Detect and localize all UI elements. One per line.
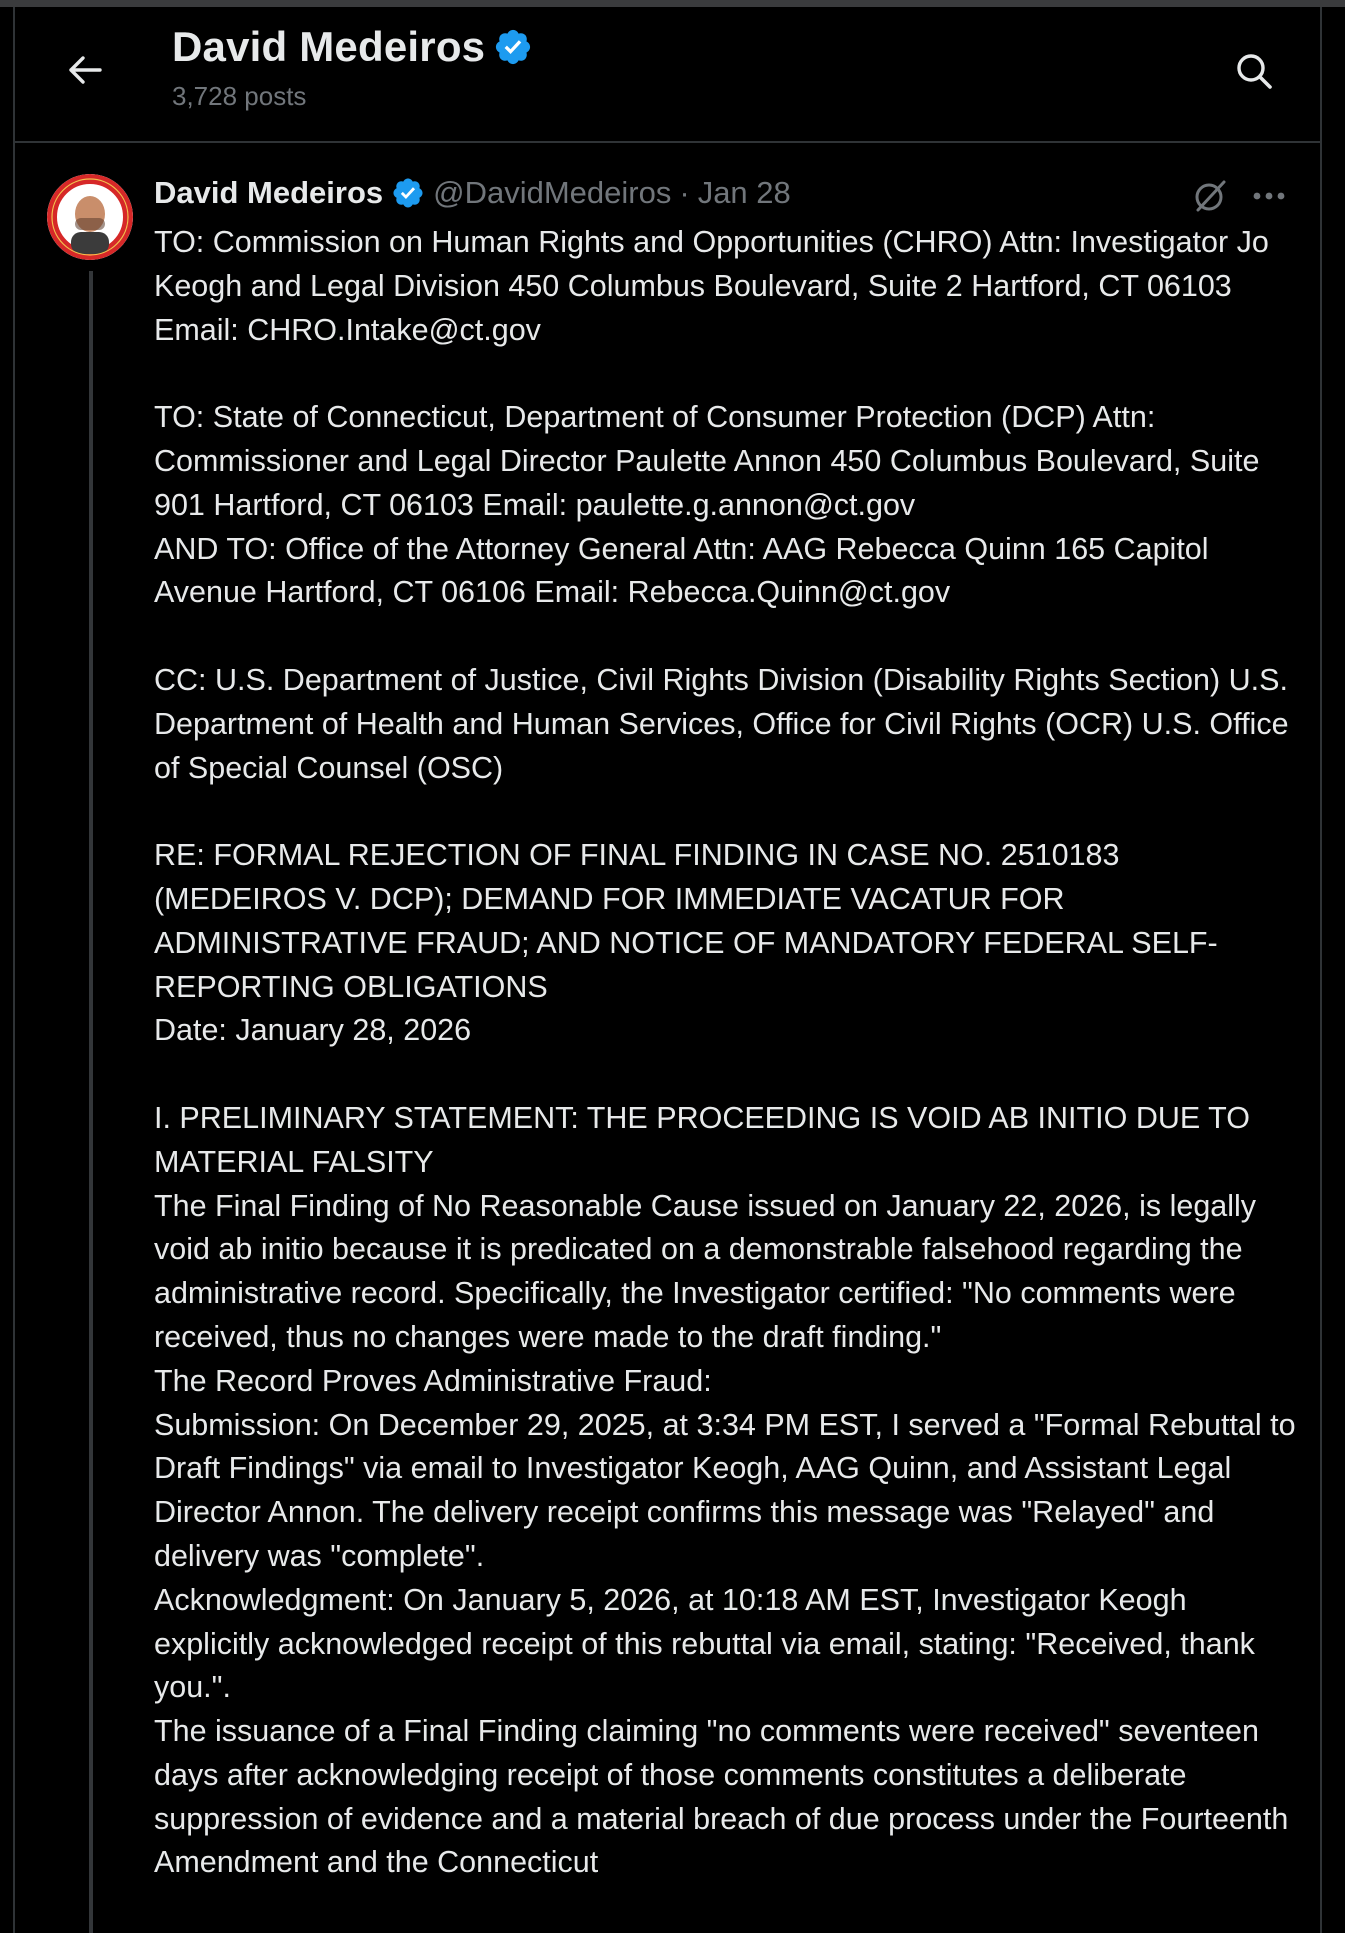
- post-line: CC: U.S. Department of Justice, Civil Rights Division (Disability Rights Section) U.S. Department of Health and Human Services, Office for Civil Rights (OCR) U.S. Office of Special Counsel (OSC): [154, 662, 1289, 785]
- post-date[interactable]: Jan 28: [697, 175, 791, 210]
- search-button[interactable]: [1224, 41, 1284, 101]
- post-line: TO: Commission on Human Rights and Opportunities (CHRO) Attn: Investigator Jo Keogh and Legal Division 450 Columbus Boulevard, Suite 2 Hartford, CT 06103 Email: CHRO.Intake@ct.gov: [154, 225, 1269, 347]
- grok-button[interactable]: [1187, 173, 1233, 219]
- verified-badge-icon: [391, 176, 425, 210]
- window-top-strip: [0, 0, 1345, 7]
- back-button[interactable]: [55, 45, 115, 95]
- post-header: [154, 175, 791, 211]
- post-text: [154, 221, 1299, 1885]
- post[interactable]: [15, 143, 1320, 1933]
- header-title: [172, 23, 533, 71]
- profile-name: David Medeiros: [172, 23, 486, 70]
- post-line: Submission: On December 29, 2025, at 3:34 PM EST, I served a "Formal Rebuttal to Draft Findings" via email to Investigator Keogh, AAG Quinn, and Assistant Legal Director Annon. The delivery receipt confirms this message was "Relayed" and delivery was "complete".: [154, 1407, 1296, 1573]
- verified-badge-icon: [493, 27, 533, 67]
- post-line: I. PRELIMINARY STATEMENT: THE PROCEEDING IS VOID AB INITIO DUE TO MATERIAL FALSITY: [154, 1100, 1250, 1179]
- post-line: AND TO: Office of the Attorney General Attn: AAG Rebecca Quinn 165 Capitol Avenue Hartford, CT 06106 Email: Rebecca.Quinn@ct.gov: [154, 531, 1209, 610]
- profile-header: [15, 7, 1320, 143]
- more-options-button[interactable]: [1243, 173, 1295, 219]
- post-line: Acknowledgment: On January 5, 2026, at 10:18 AM EST, Investigator Keogh explicitly acknowledged receipt of this rebuttal via email, stating: "Received, thank you.".: [154, 1582, 1255, 1705]
- grok-icon: [1192, 178, 1228, 214]
- post-line: The Final Finding of No Reasonable Cause issued on January 22, 2026, is legally void ab initio because it is predicated on a demonstrable falsehood regarding the administrative record. Specifically, the Investigator certified: "No comments were received, thus no changes were made to the draft finding.": [154, 1188, 1257, 1354]
- post-line: RE: FORMAL REJECTION OF FINAL FINDING IN CASE NO. 2510183 (MEDEIROS V. DCP); DEMAND FOR IMMEDIATE VACATUR FOR ADMINISTRATIVE FRAUD; AND NOTICE OF MANDATORY FEDERAL SELF-REPORTING OBLIGATIONS: [154, 838, 1218, 1004]
- post-line: The Record Proves Administrative Fraud:: [154, 1363, 712, 1398]
- avatar[interactable]: [47, 174, 133, 260]
- post-line: TO: State of Connecticut, Department of Consumer Protection (DCP) Attn: Commissioner and Legal Director Paulette Annon 450 Columbus Boulevard, Suite 901 Hartford, CT 06103 Email: paulette.g.annon@ct.gov: [154, 400, 1260, 522]
- post-line: Date: January 28, 2026: [154, 1013, 472, 1048]
- search-icon: [1234, 51, 1274, 91]
- posts-count: 3,728 posts: [172, 81, 307, 111]
- more-horizontal-icon: [1252, 191, 1286, 201]
- author-name[interactable]: David Medeiros: [154, 175, 384, 210]
- arrow-left-icon: [68, 55, 102, 85]
- thread-line: [89, 271, 93, 1933]
- author-handle[interactable]: @DavidMedeiros: [433, 175, 672, 210]
- post-line: The issuance of a Final Finding claiming "no comments were received" seventeen days after acknowledging receipt of those comments constitutes a deliberate suppression of evidence and a material breach of due process under the Fourteenth Amendment and the Connecticut: [154, 1714, 1289, 1880]
- separator-dot: ·: [679, 175, 690, 210]
